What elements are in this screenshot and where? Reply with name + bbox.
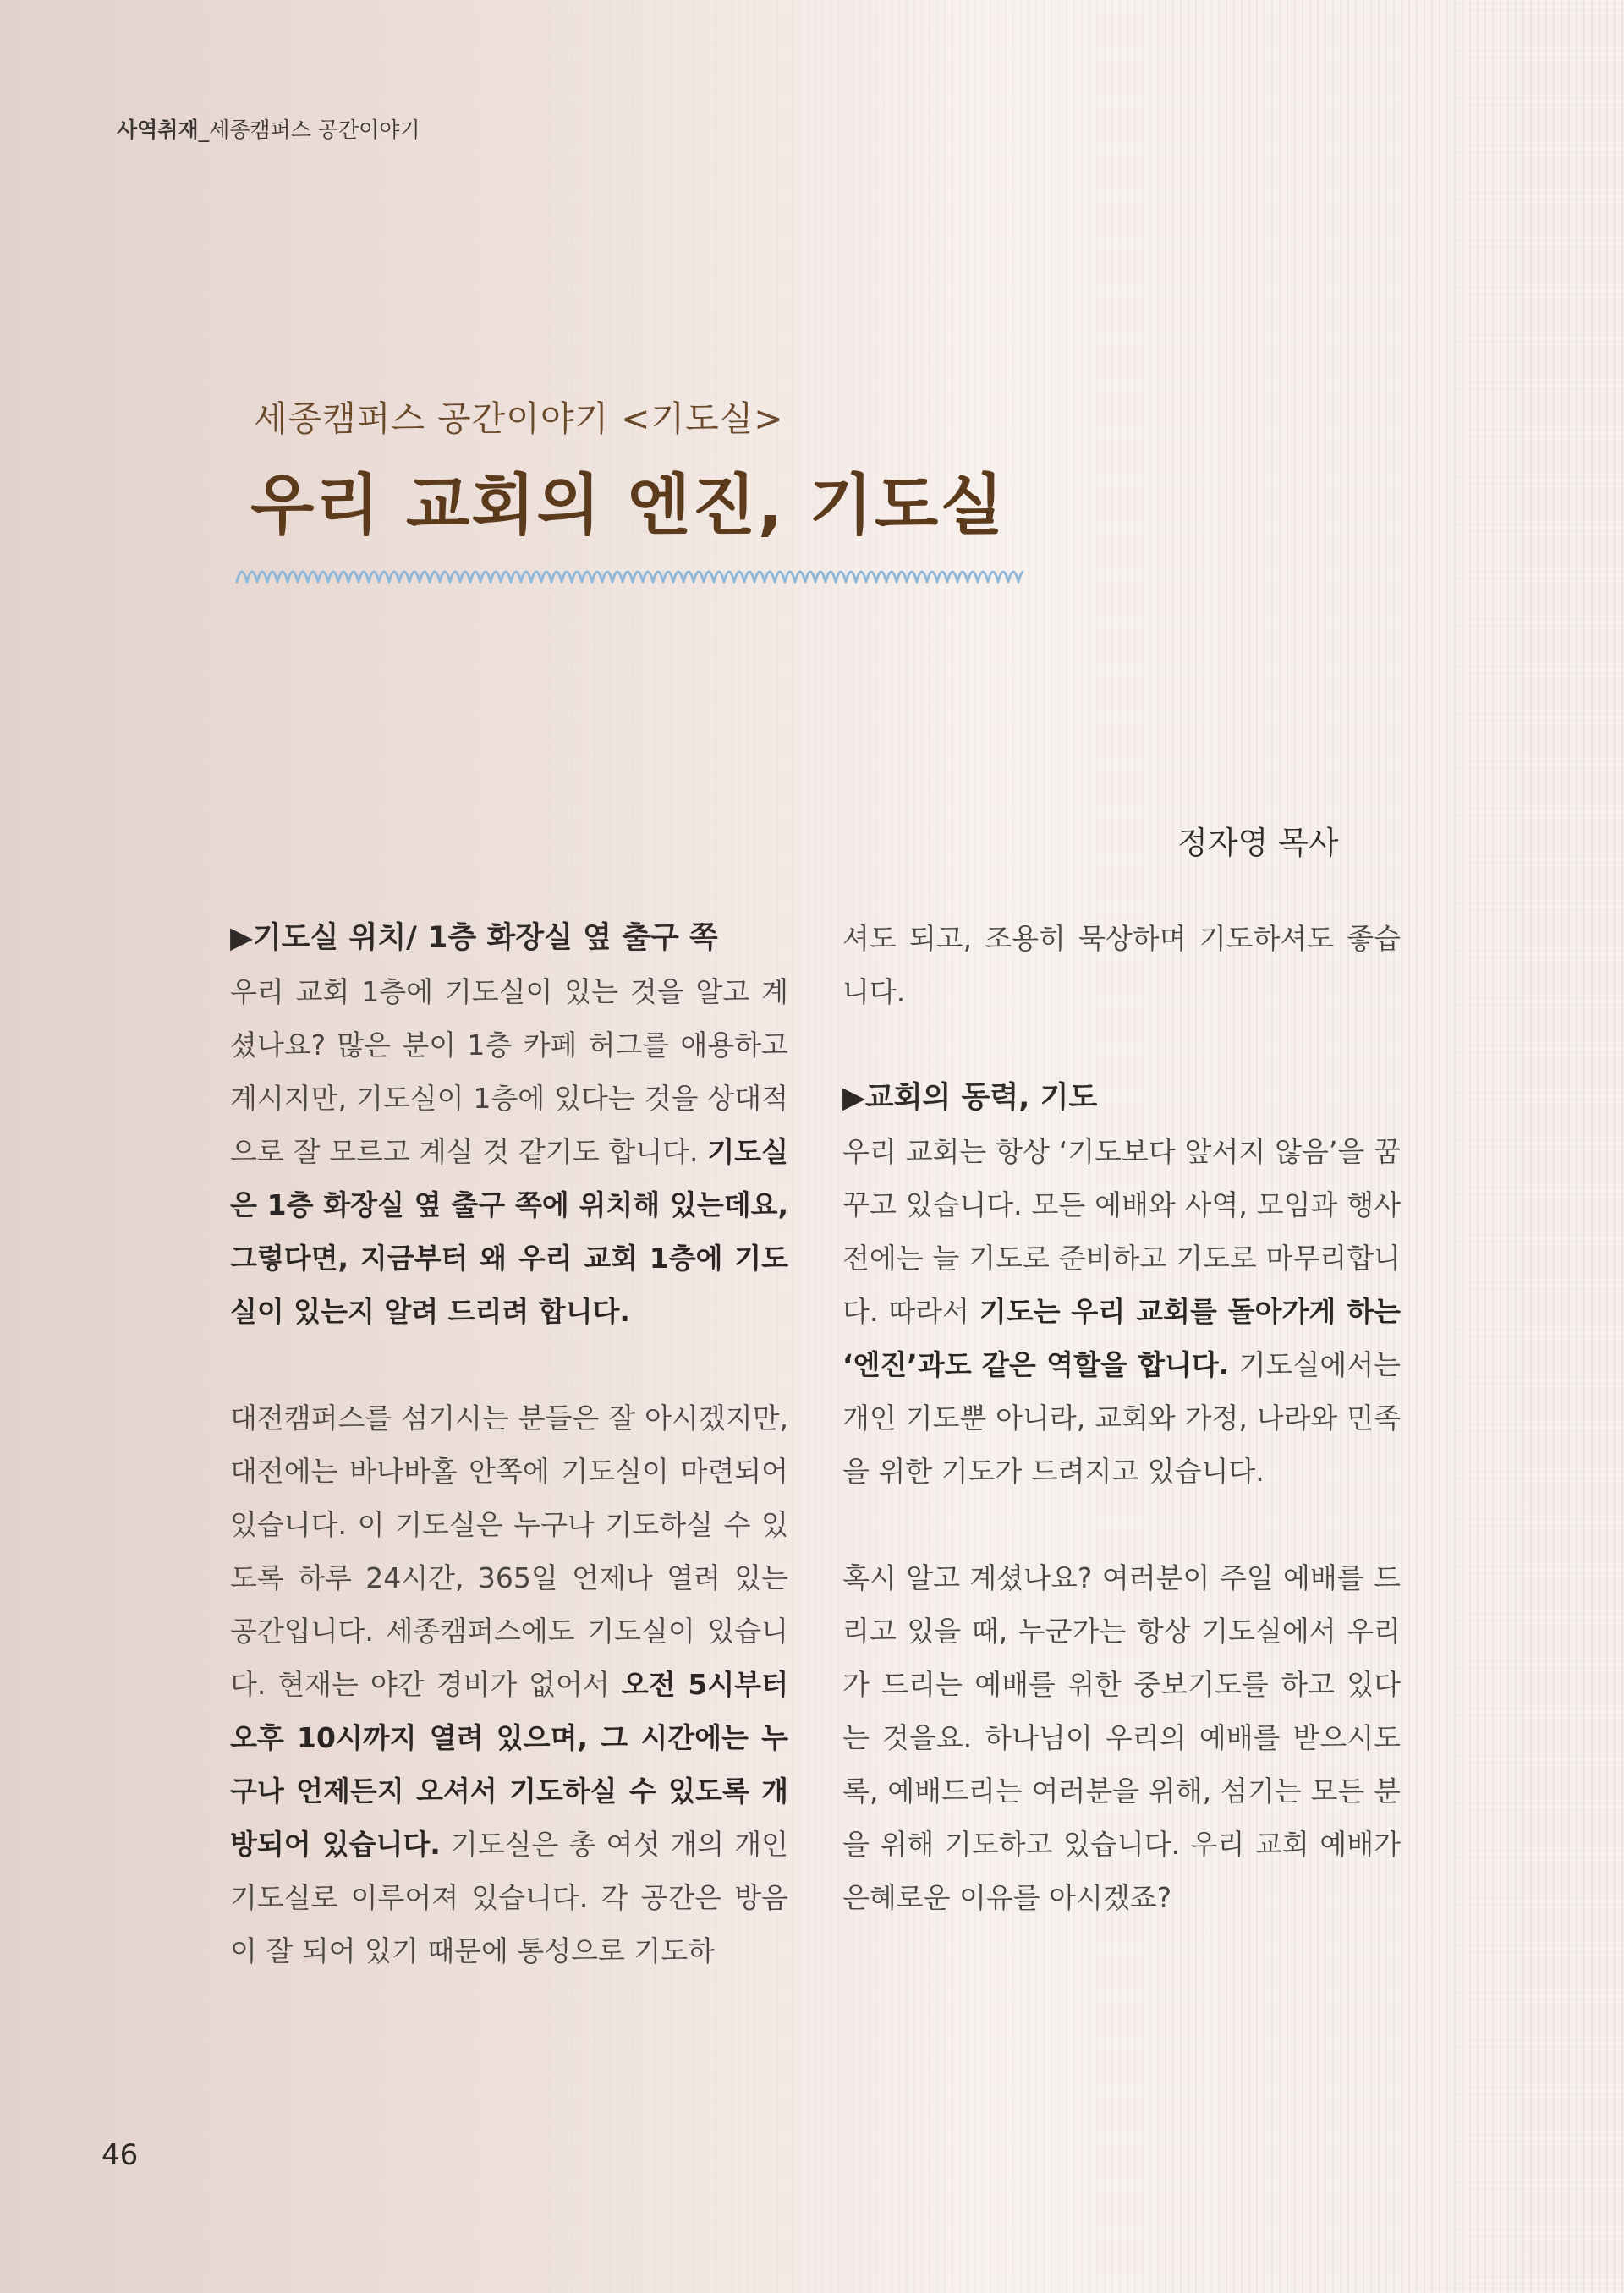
paragraph-emphasis: 오전 5시부터 오후 10시까지 열려 있으며, 그 시간에는 누구나 언제든지 오셔서 기도하실 수 있도록 개방되어 있습니다.	[230, 1668, 788, 1861]
article-subtitle: 세종캠퍼스 공간이야기 <기도실>	[254, 398, 784, 439]
paragraph-emphasis: 기도는 우리 교회를 돌아가게 하는 ‘엔진’과도 같은 역할을 합니다.	[842, 1295, 1401, 1381]
paragraph-location	[230, 965, 788, 1338]
section-heading-location: ▶기도실 위치/ 1층 화장실 옆 출구 쪽	[230, 921, 718, 955]
decorative-squiggle	[228, 548, 1023, 607]
section-heading-prayer: ▶교회의 동력, 기도	[842, 1081, 1098, 1115]
section-header	[117, 113, 420, 144]
paragraph-text: 기도실에서는 개인 기도뿐 아니라, 교회와 가정, 나라와 민족을 위한 기도가 드려지고 있습니다.	[842, 1348, 1401, 1488]
paragraph-text: 우리 교회는 항상 ‘기도보다 앞서지 않음’을 꿈꾸고 있습니다. 모든 예배와 사역, 모임과 행사 전에는 늘 기도로 준비하고 기도로 마무리합니다. 따라서	[842, 1135, 1401, 1328]
paragraph-emphasis: 기도실은 1층 화장실 옆 출구 쪽에 위치해 있는데요, 그렇다면, 지금부터 왜 우리 교회 1층에 기도실이 있는지 알려 드리려 합니다.	[230, 1135, 788, 1328]
paragraph-text: 우리 교회 1층에 기도실이 있는 것을 알고 계셨나요? 많은 분이 1층 카페 허그를 애용하고 계시지만, 기도실이 1층에 있다는 것을 상대적으로 잘 모르고 계실 것 같기도 합니다.	[230, 975, 788, 1168]
author-byline: 정자영 목사	[1177, 825, 1339, 861]
paragraph-text: 기도실은 총 여섯 개의 개인 기도실로 이루어져 있습니다. 각 공간은 방음이 잘 되어 있기 때문에 통성으로 기도하	[230, 1828, 789, 1967]
article-column-left	[230, 912, 788, 1978]
header-separator: _	[198, 118, 210, 142]
paragraph-text: 대전캠퍼스를 섬기시는 분들은 잘 아시겠지만, 대전에는 바나바홀 안쪽에 기도실이 마련되어 있습니다. 이 기도실은 누구나 기도하실 수 있도록 하루 24시간, 365일 언제나 열려 있는 공간입니다. 세종캠퍼스에도 기도실이 있습니다. 현재는 야간 경비가 없어서	[230, 1402, 788, 1701]
article-column-right	[842, 912, 1401, 1924]
paragraph-engine	[842, 1125, 1401, 1498]
header-category: 사역취재	[117, 118, 199, 142]
article-title: 우리 교회의 엔진, 기도실	[250, 468, 1006, 544]
paragraph-hours	[230, 1391, 788, 1978]
page-number: 46	[102, 2138, 139, 2172]
paragraph-intercession: 혹시 알고 계셨나요? 여러분이 주일 예배를 드리고 있을 때, 누군가는 항상 기도실에서 우리가 드리는 예배를 위한 중보기도를 하고 있다는 것을요. 하나님이 우리의 예배를 받으시도록, 예배드리는 여러분을 위해, 섬기는 모든 분을 위해 기도하고 있습니다. 우리 교회 예배가 은혜로운 이유를 아시겠죠?	[842, 1561, 1401, 1914]
paragraph-continued: 셔도 되고, 조용히 묵상하며 기도하셔도 좋습니다.	[842, 922, 1401, 1008]
header-section: 세종캠퍼스 공간이야기	[209, 118, 420, 142]
